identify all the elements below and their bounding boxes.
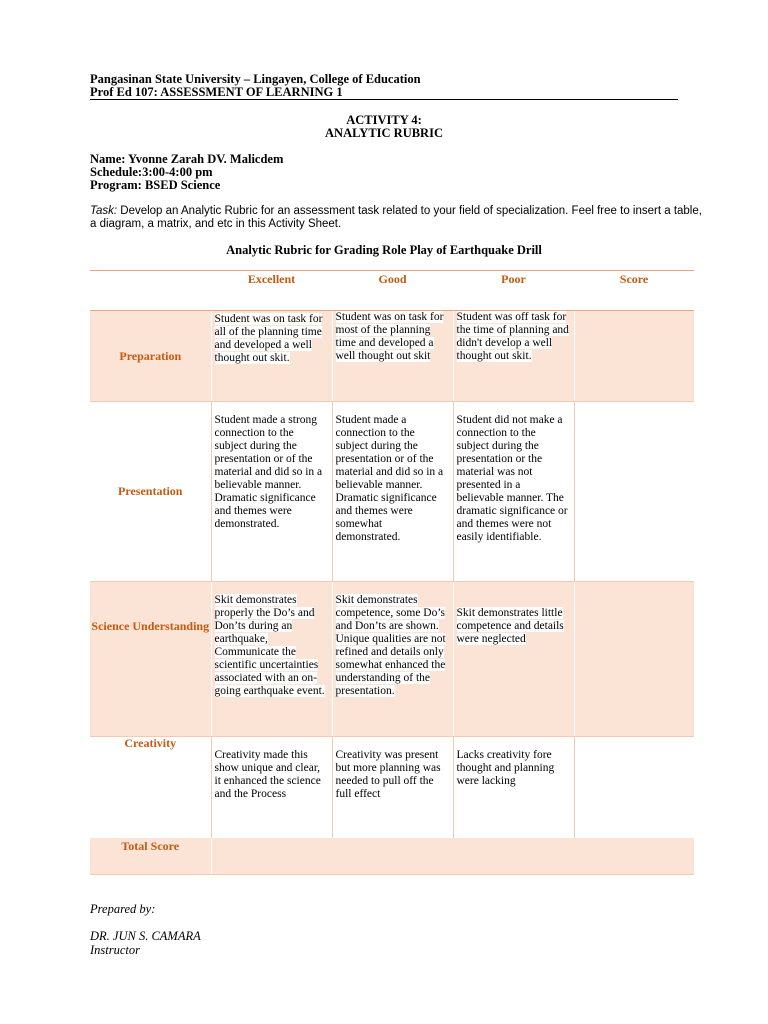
prepared-by-label: Prepared by: xyxy=(90,902,156,916)
task-label: Task: xyxy=(90,205,118,217)
rubric-table xyxy=(90,270,694,875)
cell-good xyxy=(332,737,453,838)
instructor-name: DR. JUN S. CAMARA xyxy=(90,929,201,943)
rubric-row-total xyxy=(90,838,694,875)
cell-text: Student did not make a connection to the subject during the presentation or the material was not presented in a believable manner. The dramatic significance or and themes were not easily identifiable. xyxy=(456,414,568,543)
criterion-column-header xyxy=(90,271,211,311)
institution-line: Pangasinan State University – Lingayen, College of Education xyxy=(90,72,421,86)
student-program: Program: BSED Science xyxy=(90,178,221,192)
rubric-title: Analytic Rubric for Grading Role Play of Earthquake Drill xyxy=(226,243,542,257)
header-rule xyxy=(90,99,678,100)
cell-score xyxy=(574,737,694,838)
rubric-row-creativity xyxy=(90,737,694,838)
cell-text: Skit demonstrates competence, some Do’s and Don’ts are shown. Unique qualities are not refined and details only somewhat enhanced the understanding of the presentation. xyxy=(335,594,446,697)
cell-score xyxy=(574,311,694,402)
cell-excellent xyxy=(211,402,332,582)
instructor-role: Instructor xyxy=(90,943,140,957)
cell-score xyxy=(574,582,694,737)
total-score-label: Total Score xyxy=(90,838,211,875)
cell-poor xyxy=(453,311,574,402)
cell-excellent xyxy=(211,311,332,402)
column-header-poor: Poor xyxy=(453,271,574,311)
activity-title: ANALYTIC RUBRIC xyxy=(325,126,443,140)
rubric-row-preparation xyxy=(90,311,694,402)
criterion-creativity: Creativity xyxy=(90,737,211,838)
rubric-row-science-understanding xyxy=(90,582,694,737)
cell-good xyxy=(332,582,453,737)
cell-text: Student was off task for the time of planning and didn't develop a well thought out skit. xyxy=(456,311,569,362)
criterion-science-understanding: Science Understanding xyxy=(90,582,211,737)
cell-text: Student was on task for most of the planning time and developed a well thought out skit xyxy=(335,311,444,362)
cell-text: Creativity made this show unique and clear, it enhanced the science and the Process xyxy=(214,749,321,800)
cell-text: Skit demonstrates little competence and details were neglected xyxy=(456,607,564,645)
student-schedule: Schedule:3:00-4:00 pm xyxy=(90,165,213,179)
rubric-header-row xyxy=(90,271,694,311)
cell-good xyxy=(332,402,453,582)
cell-good xyxy=(332,311,453,402)
column-header-excellent: Excellent xyxy=(211,271,332,311)
cell-excellent xyxy=(211,737,332,838)
course-line: Prof Ed 107: ASSESSMENT OF LEARNING 1 xyxy=(90,85,343,99)
cell-text: Student made a connection to the subject during the presentation or of the material and did so in a believable manner. Dramatic significance and themes were somewhat demonstrated. xyxy=(335,414,444,543)
cell-poor xyxy=(453,402,574,582)
cell-text: Creativity was present but more planning was needed to pull off the full effect xyxy=(335,749,441,800)
column-header-good: Good xyxy=(332,271,453,311)
rubric-row-presentation xyxy=(90,402,694,582)
total-score-value xyxy=(211,838,694,875)
cell-excellent xyxy=(211,582,332,737)
column-header-score: Score xyxy=(574,271,694,311)
cell-poor xyxy=(453,737,574,838)
student-name: Name: Yvonne Zarah DV. Malicdem xyxy=(90,152,284,166)
cell-poor xyxy=(453,582,574,737)
activity-number: ACTIVITY 4: xyxy=(346,113,422,127)
criterion-preparation: Preparation xyxy=(90,311,211,402)
criterion-presentation: Presentation xyxy=(90,402,211,582)
task-text: Develop an Analytic Rubric for an assessment task related to your field of specialization. Feel free to insert a table, a diagram, a matrix, and etc in this Activity Sheet. xyxy=(90,205,702,230)
cell-text: Student was on task for all of the planning time and developed a well thought out skit. xyxy=(214,313,323,364)
cell-score xyxy=(574,402,694,582)
task-instructions xyxy=(90,205,710,231)
cell-text: Lacks creativity fore thought and planning were lacking xyxy=(456,749,555,787)
cell-text: Student made a strong connection to the subject during the presentation or of the material and did so in a believable manner. Dramatic significance and themes were demonstrated. xyxy=(214,414,323,530)
cell-text: Skit demonstrates properly the Do’s and Don’ts during an earthquake, Communicate the scientific uncertainties associated with an on-going earthquake event. xyxy=(214,594,325,697)
